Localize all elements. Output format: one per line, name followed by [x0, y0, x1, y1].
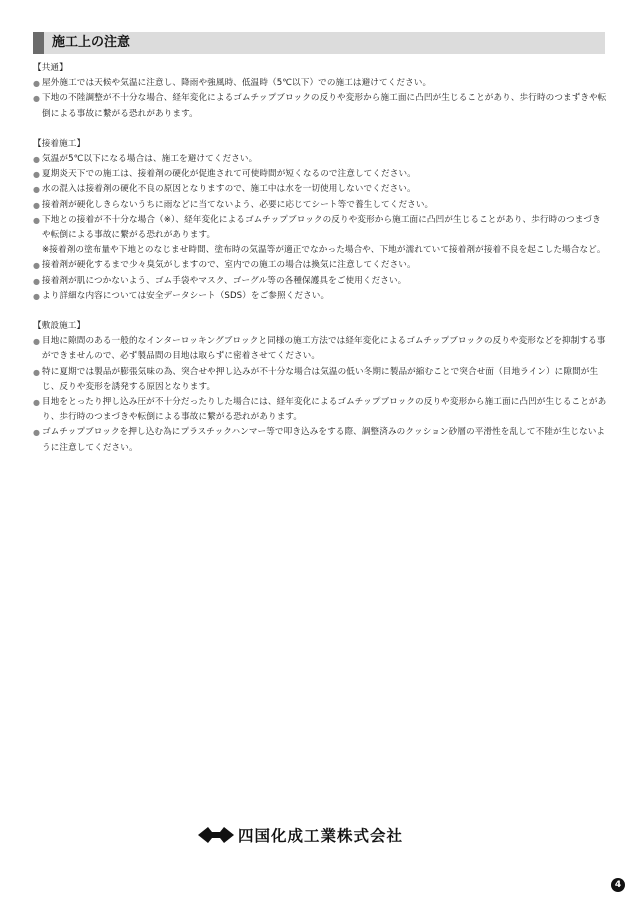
footnote: ※接着剤の塗布量や下地とのなじませ時間、塗布時の気温等が適正でなかった場合や、下地が濡れていて接着剤が接着不良を起こした場合など。 [42, 245, 606, 256]
bullet-icon: ● [33, 276, 41, 286]
page-number: 4 [611, 878, 625, 892]
list-item-text: 屋外施工では天候や気温に注意し、降雨や強風時、低温時（5℃以下）での施工は避けてください。 [42, 78, 432, 89]
list-item [33, 425, 608, 455]
bullet-icon: ● [33, 367, 41, 377]
list-item [33, 182, 608, 197]
list-item-text: 夏期炎天下での施工は、接着剤の硬化が促進されて可使時間が短くなるので注意してください。 [42, 169, 416, 180]
section-adhesive [33, 137, 608, 304]
bullet-icon: ● [33, 337, 41, 347]
list-item [33, 289, 608, 304]
company-logo [198, 825, 403, 845]
list-item [33, 395, 608, 425]
diamond-logo-icon [198, 827, 234, 843]
list-item-text: 接着剤が硬化しきらないうちに雨などに当てないよう、必要に応じてシート等で養生してください。 [42, 199, 434, 210]
list-item-text: 下地との接着が不十分な場合（※）、経年変化によるゴムチップブロックの反りや変形から施工面に凸凹が生じることがあり、歩行時のつまづきや転倒による事故に繋がる恐れがあります。 [42, 214, 601, 240]
bullet-icon: ● [33, 398, 41, 408]
list-item-text: 水の混入は接着剤の硬化不良の原因となりますので、施工中は水を一切使用しないでください。 [42, 184, 416, 195]
section-title: 【接着施工】 [33, 138, 86, 149]
list-item-text: 目地に隙間のある一般的なインターロッキングブロックと同様の施工方法では経年変化によるゴムチップブロックの反りや変形などを抑制する事ができませんので、必ず製品間の目地は取らずに密着させてください。 [42, 336, 606, 362]
list-item [33, 167, 608, 182]
notes-content [33, 61, 608, 471]
bullet-icon: ● [33, 185, 41, 195]
list-item-text: 気温が5℃以下になる場合は、施工を避けてください。 [42, 153, 258, 164]
bullet-icon: ● [33, 215, 41, 225]
bullet-icon: ● [33, 428, 41, 438]
list-item-text: より詳細な内容については安全データシート（SDS）をご参照ください。 [42, 290, 330, 301]
section-title: 【共通】 [33, 63, 68, 73]
bullet-icon: ● [33, 170, 41, 180]
list-item-text: 特に夏期では製品が膨張気味の為、突合せや押し込みが不十分な場合は気温の低い冬期に製品が縮むことで突合せ面（目地ライン）に隙間が生じ、反りや変形を誘発する原因となります。 [42, 366, 599, 392]
list-item-text: 下地の不陸調整が不十分な場合、経年変化によるゴムチップブロックの反りや変形から施工面に凸凹が生じることがあり、歩行時のつまずきや転倒による事故に繋がる恐れがあります。 [42, 93, 607, 119]
list-item-text: 接着剤が硬化するまで少々臭気がしますので、室内での施工の場合は換気に注意してください。 [42, 260, 416, 271]
list-item [33, 91, 608, 121]
list-item [33, 258, 608, 273]
list-item-text: 目地をとったり押し込み圧が不十分だったりした場合には、経年変化によるゴムチップブロックの反りや変形から施工面に凸凹が生じることがあり、歩行時のつまづきや転倒による事故に繋がる恐れがあります。 [42, 397, 607, 423]
page-title: 施工上の注意 [52, 35, 131, 50]
list-item [33, 198, 608, 213]
bullet-icon: ● [33, 200, 41, 210]
list-item [33, 76, 608, 91]
section-laying [33, 319, 608, 456]
list-item [33, 334, 608, 364]
section-common [33, 61, 608, 122]
bullet-icon: ● [33, 291, 41, 301]
list-item [33, 274, 608, 289]
list-item [33, 365, 608, 395]
header-accent-bar [33, 32, 44, 54]
bullet-icon: ● [33, 261, 41, 271]
list-item [33, 213, 608, 243]
bullet-icon: ● [33, 79, 41, 89]
company-name: 四国化成工業株式会社 [238, 827, 404, 845]
list-item-text: ゴムチップブロックを押し込む為にプラスチックハンマー等で叩き込みをする際、調整済みのクッション砂層の平滑性を乱して不陸が生じないように注意してください。 [42, 427, 606, 453]
list-item [33, 152, 608, 167]
bullet-icon: ● [33, 94, 41, 104]
section-header [33, 32, 605, 54]
list-item-text: 接着剤が肌につかないよう、ゴム手袋やマスク、ゴーグル等の各種保護具をご使用ください。 [42, 275, 407, 286]
bullet-icon: ● [33, 154, 41, 164]
section-title: 【敷設施工】 [33, 321, 86, 332]
